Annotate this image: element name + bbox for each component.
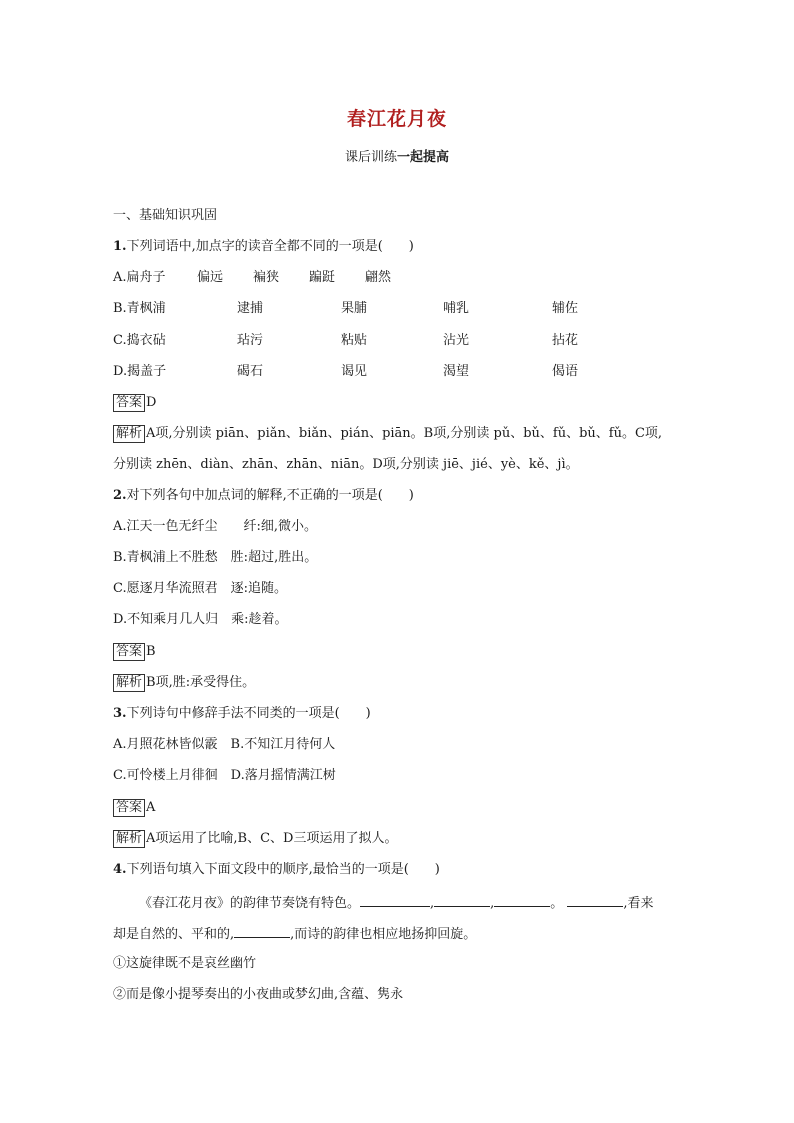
page-subtitle xyxy=(0,146,794,165)
q4-passage-text: 却是自然的、平和的, xyxy=(113,927,235,942)
q4-item-2: ②而是像小提琴奏出的小夜曲或梦幻曲,含蕴、隽永 xyxy=(113,987,404,1002)
q1-d-item: 谒见 xyxy=(341,364,368,379)
q1-b-item: 果脯 xyxy=(341,301,368,316)
q1-d-item: 碣石 xyxy=(237,364,264,379)
q4-item-1: ①这旋律既不是哀丝幽竹 xyxy=(113,956,257,971)
fill-blank xyxy=(360,893,430,907)
q1-d-label: D.揭盖子 xyxy=(113,364,167,379)
q2-option-d: D.不知乘月几人归 乘:趁着。 xyxy=(113,612,288,627)
q4-passage-line-2 xyxy=(113,924,476,944)
q4-stem-text: 下列语句填入下面文段中的顺序,最恰当的一项是( ) xyxy=(126,862,440,877)
q4-passage-text-end: ,而诗的韵律也相应地扬抑回旋。 xyxy=(290,927,477,942)
q3-stem xyxy=(113,705,371,723)
q1-b-item: 辅佐 xyxy=(552,301,579,316)
q3-answer xyxy=(113,799,155,817)
answer-tag: 答案 xyxy=(113,394,145,412)
analysis-tag: 解析 xyxy=(113,830,145,848)
q1-b-item: 逮捕 xyxy=(237,301,264,316)
q1-c-item: 拈花 xyxy=(552,333,579,348)
q2-number: 2. xyxy=(113,488,127,503)
q1-answer-value: D xyxy=(146,395,157,410)
q4-stem xyxy=(113,861,440,879)
q2-stem xyxy=(113,487,414,505)
q4-passage-text: 《春江花月夜》的韵律节奏饶有特色。 xyxy=(139,896,361,911)
q4-comma: , xyxy=(430,896,435,911)
analysis-tag: 解析 xyxy=(113,674,145,692)
q3-number: 3. xyxy=(113,706,127,721)
q1-analysis xyxy=(113,425,662,443)
q4-passage-text-end: ,看来 xyxy=(623,896,654,911)
q2-analysis xyxy=(113,674,255,692)
subtitle-bold: 一起提高 xyxy=(397,150,450,165)
q1-a-label: A.扁舟子 xyxy=(113,270,166,285)
q1-c-label: C.捣衣砧 xyxy=(113,333,166,348)
q1-stem xyxy=(113,238,414,256)
q3-analysis-text: A项运用了比喻,B、C、D三项运用了拟人。 xyxy=(146,831,398,846)
q4-period: 。 xyxy=(550,896,564,911)
q1-number: 1. xyxy=(113,239,127,254)
q2-answer xyxy=(113,643,156,661)
q2-analysis-text: B项,胜:承受得住。 xyxy=(146,675,256,690)
q3-analysis xyxy=(113,830,397,848)
q1-a-item: 褊狭 xyxy=(253,270,280,285)
q2-answer-value: B xyxy=(146,644,156,659)
q1-d-item: 渴望 xyxy=(443,364,470,379)
q4-comma: , xyxy=(490,896,495,911)
q1-analysis-text-1: A项,分别读 piān、piǎn、biǎn、pián、piān。B项,分别读 pǔ、bǔ、fǔ、bǔ、fǔ。C项, xyxy=(146,426,663,441)
q1-a-item: 蹁跹 xyxy=(309,270,336,285)
q2-stem-text: 对下列各句中加点词的解释,不正确的一项是( ) xyxy=(126,488,414,503)
q1-d-item: 偈语 xyxy=(552,364,579,379)
q3-options-cd: C.可怜楼上月徘徊 D.落月摇情满江树 xyxy=(113,768,336,783)
q1-stem-text: 下列词语中,加点字的读音全都不同的一项是( ) xyxy=(126,239,414,254)
q1-b-label: B.青枫浦 xyxy=(113,301,166,316)
q1-c-item: 粘贴 xyxy=(341,333,368,348)
q2-option-c: C.愿逐月华流照君 逐:追随。 xyxy=(113,581,287,596)
q1-analysis-text-2: 分别读 zhēn、diàn、zhān、zhān、niān。D项,分别读 jiē、jié、yè、kě、jì。 xyxy=(113,457,579,472)
q2-option-b: B.青枫浦上不胜愁 胜:超过,胜出。 xyxy=(113,550,318,565)
q1-b-item: 哺乳 xyxy=(443,301,470,316)
q1-a-item: 偏远 xyxy=(197,270,224,285)
q1-c-item: 玷污 xyxy=(237,333,264,348)
q2-option-a: A.江天一色无纤尘 纤:细,微小。 xyxy=(113,519,318,534)
answer-tag: 答案 xyxy=(113,643,145,661)
subtitle-prefix: 课后训练 xyxy=(344,150,397,165)
fill-blank xyxy=(494,893,550,907)
q4-number: 4. xyxy=(113,862,127,877)
q3-options-ab: A.月照花林皆似霰 B.不知江月待何人 xyxy=(113,737,336,752)
fill-blank xyxy=(234,924,290,938)
q3-answer-value: A xyxy=(146,800,156,815)
q1-a-item: 翩然 xyxy=(365,270,392,285)
fill-blank xyxy=(567,893,623,907)
q3-stem-text: 下列诗句中修辞手法不同类的一项是( ) xyxy=(126,706,371,721)
q4-passage-line-1 xyxy=(139,893,653,913)
section-heading: 一、基础知识巩固 xyxy=(113,208,218,223)
fill-blank xyxy=(434,893,490,907)
q1-c-item: 沾光 xyxy=(443,333,470,348)
q1-answer xyxy=(113,394,156,412)
answer-tag: 答案 xyxy=(113,799,145,817)
page-title: 春江花月夜 xyxy=(346,108,447,130)
analysis-tag: 解析 xyxy=(113,425,145,443)
